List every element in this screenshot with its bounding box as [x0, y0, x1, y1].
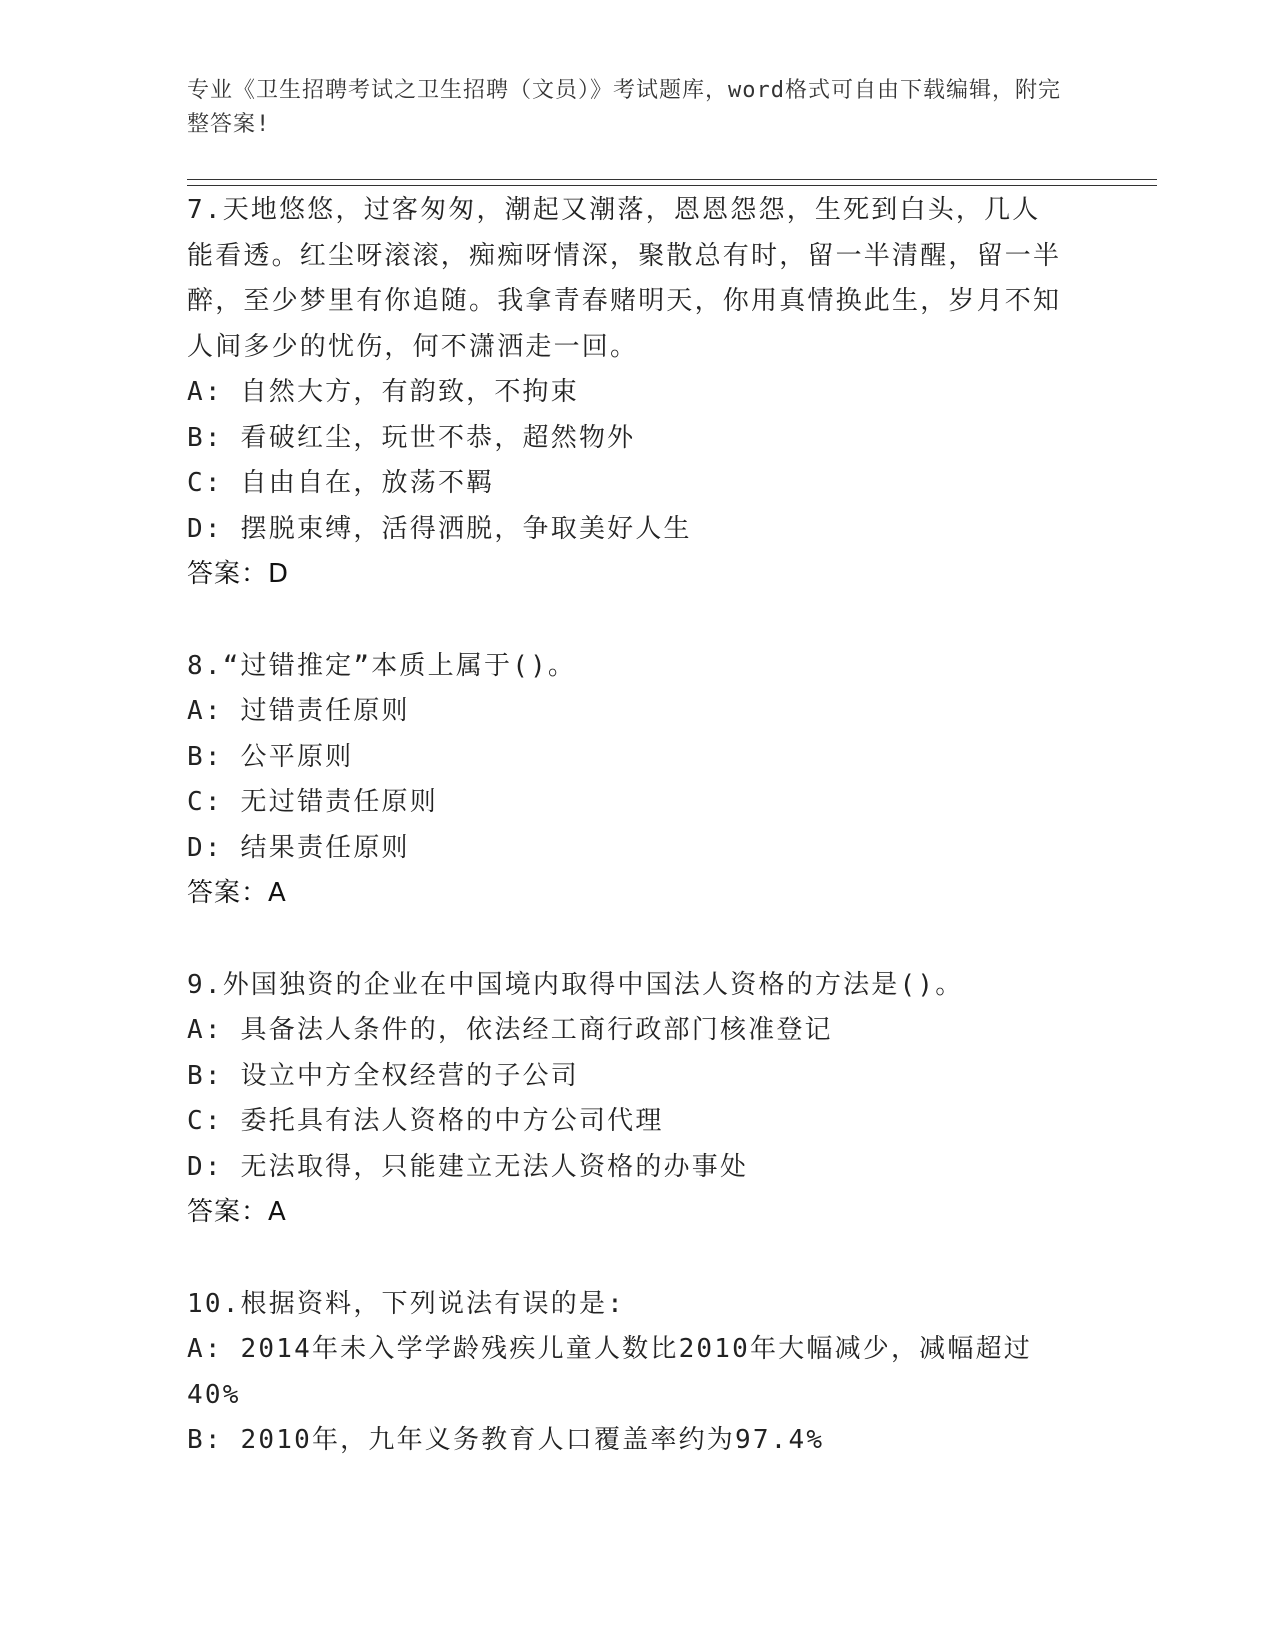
option-a: A: 具备法人条件的，依法经工商行政部门核准登记: [187, 1015, 833, 1045]
option-c: C: 委托具有法人资格的中方公司代理: [187, 1106, 664, 1136]
option-b: B: 公平原则: [187, 741, 354, 772]
question-stem: 10.根据资料，下列说法有误的是:: [187, 1288, 626, 1319]
question-9: [187, 963, 1067, 1236]
option-a: A: 过错责任原则: [187, 696, 410, 726]
option-c: C: 无过错责任原则: [187, 787, 438, 817]
option-b: B: 设立中方全权经营的子公司: [187, 1060, 579, 1091]
option-c: C: 自由自在，放荡不羁: [187, 468, 495, 498]
answer: 答案：A: [187, 1197, 287, 1227]
question-stem: 9.外国独资的企业在中国境内取得中国法人资格的方法是()。: [187, 969, 964, 1000]
option-b: B: 看破红尘，玩世不恭，超然物外: [187, 422, 636, 453]
question-10: [187, 1282, 1067, 1464]
header-rule-top: [187, 179, 1157, 180]
question-stem: 8.“过错推定”本质上属于()。: [187, 650, 577, 681]
question-7: [187, 188, 1067, 598]
header-rule-bottom: [187, 185, 1157, 186]
option-a: A: 2014年未入学学龄残疾儿童人数比2010年大幅减少，减幅超过40%: [187, 1334, 1032, 1410]
answer: 答案：A: [187, 878, 287, 908]
answer: 答案：D: [187, 559, 290, 589]
option-d: D: 结果责任原则: [187, 832, 410, 863]
option-d: D: 无法取得，只能建立无法人资格的办事处: [187, 1151, 749, 1182]
option-a: A: 自然大方，有韵致，不拘束: [187, 377, 579, 407]
question-list: [187, 188, 1067, 1510]
question-stem: 7.天地悠悠，过客匆匆，潮起又潮落，恩恩怨怨，生死到白头，几人能看透。红尘呀滚滚，痴痴呀情深，聚散总有时，留一半清醒，留一半醉，至少梦里有你追随。我拿青春赌明天，你用真情换此生，岁月不知人间多少的忧伤，何不潇洒走一回。: [187, 195, 1062, 362]
question-8: [187, 644, 1067, 917]
option-b: B: 2010年，九年义务教育人口覆盖率约为97.4%: [187, 1425, 825, 1455]
document-header: 专业《卫生招聘考试之卫生招聘（文员）》考试题库，word格式可自由下载编辑，附完整答案!: [187, 78, 1061, 137]
option-d: D: 摆脱束缚，活得洒脱，争取美好人生: [187, 513, 692, 544]
